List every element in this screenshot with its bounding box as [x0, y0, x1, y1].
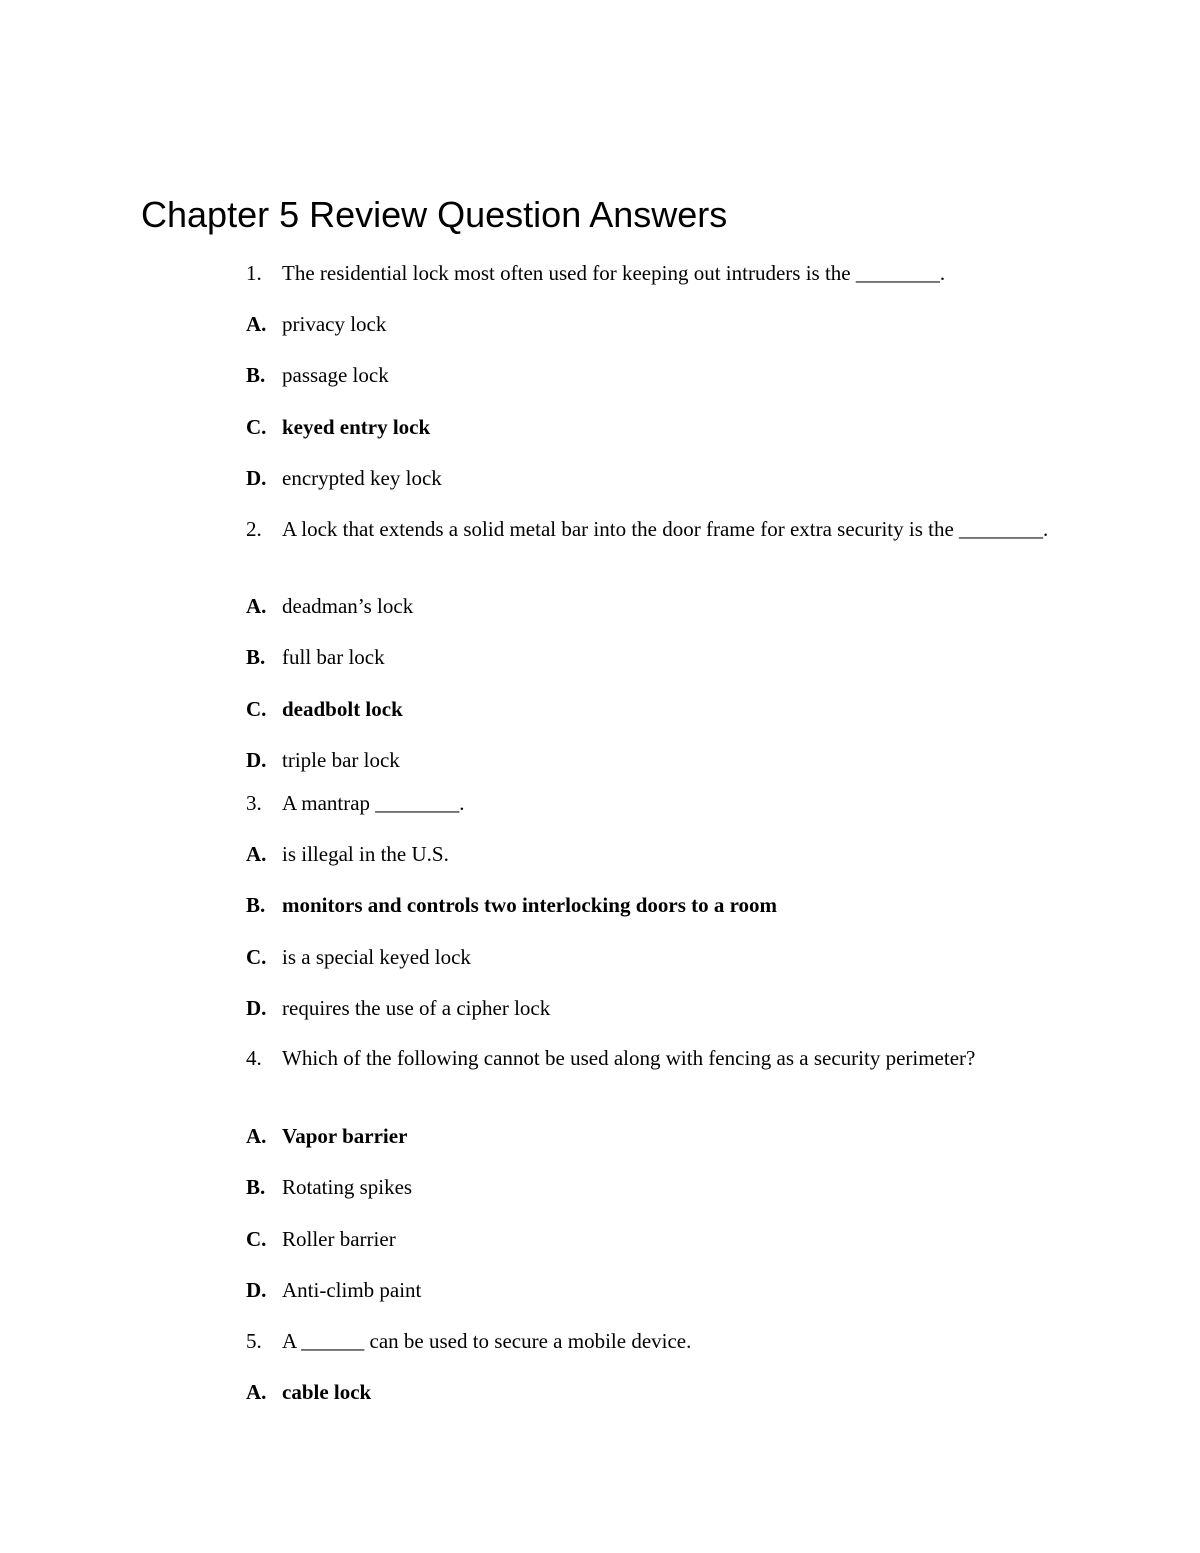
option-text: deadman’s lock — [282, 594, 414, 618]
option-text: cable lock — [282, 1380, 372, 1404]
question-number: 5. — [246, 1329, 262, 1353]
option-letter: B. — [246, 363, 266, 387]
option-letter: C. — [246, 697, 267, 721]
question-number: 4. — [246, 1046, 262, 1070]
option-letter: C. — [246, 415, 267, 439]
question-text: The residential lock most often used for keeping out intruders is the ________. — [282, 261, 946, 285]
page-title: Chapter 5 Review Question Answers — [141, 194, 728, 235]
option-text: keyed entry lock — [282, 415, 431, 439]
option-text: full bar lock — [282, 645, 385, 669]
option-text: monitors and controls two interlocking doors to a room — [282, 893, 778, 917]
question-number: 2. — [246, 517, 262, 541]
option-letter: B. — [246, 1175, 266, 1199]
option-letter: C. — [246, 1227, 267, 1251]
option-letter: C. — [246, 945, 267, 969]
option-letter: D. — [246, 996, 267, 1020]
option-letter: A. — [246, 594, 267, 618]
option-text: privacy lock — [282, 312, 387, 336]
option-letter: A. — [246, 1380, 267, 1404]
option-letter: A. — [246, 842, 267, 866]
option-text: is a special keyed lock — [282, 945, 471, 969]
option-text: Roller barrier — [282, 1227, 396, 1251]
option-text: triple bar lock — [282, 748, 400, 772]
option-text: is illegal in the U.S. — [282, 842, 449, 866]
question-number: 1. — [246, 261, 262, 285]
option-text: Vapor barrier — [282, 1124, 408, 1148]
option-text: passage lock — [282, 363, 389, 387]
option-letter: A. — [246, 312, 267, 336]
option-text: deadbolt lock — [282, 697, 403, 721]
option-text: Anti-climb paint — [282, 1278, 422, 1302]
question-text: Which of the following cannot be used along with fencing as a security perimeter? — [282, 1046, 976, 1070]
question-text: A mantrap ________. — [282, 791, 465, 815]
option-letter: B. — [246, 645, 266, 669]
question-number: 3. — [246, 791, 262, 815]
option-letter: D. — [246, 1278, 267, 1302]
option-letter: D. — [246, 748, 267, 772]
option-text: encrypted key lock — [282, 466, 442, 490]
option-text: requires the use of a cipher lock — [282, 996, 551, 1020]
option-text: Rotating spikes — [282, 1175, 413, 1199]
question-text: A lock that extends a solid metal bar into the door frame for extra security is the ________. — [282, 517, 1049, 541]
option-letter: B. — [246, 893, 266, 917]
option-letter: D. — [246, 466, 267, 490]
option-letter: A. — [246, 1124, 267, 1148]
question-text: A ______ can be used to secure a mobile device. — [282, 1329, 692, 1353]
